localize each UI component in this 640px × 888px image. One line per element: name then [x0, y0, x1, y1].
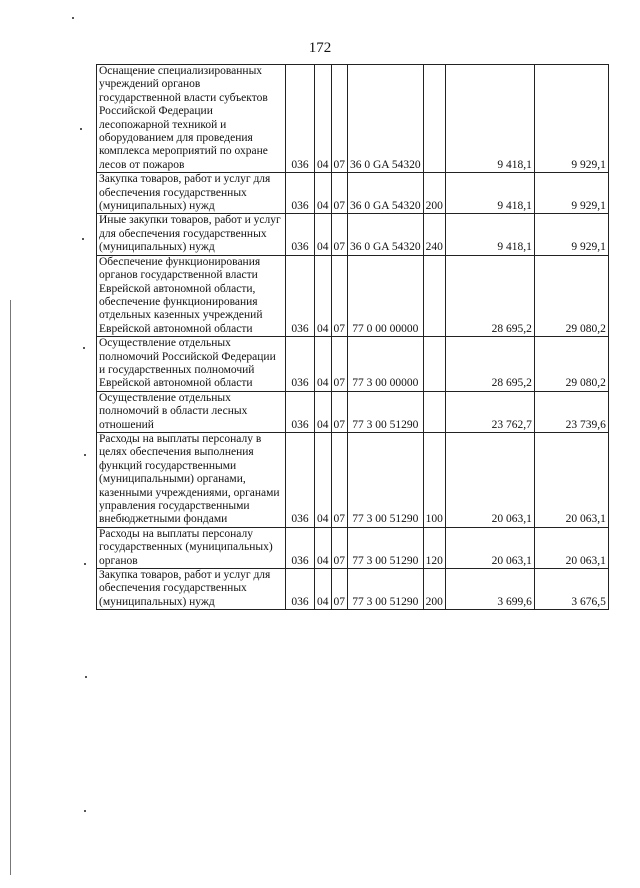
admin-code: 036: [286, 337, 315, 392]
row-description: Оснащение специализированных учреждений органов государственной власти субъектов Российской Федерации лесопожарной техникой и оборудованием для проведения комплекса мероприятий по охране лесов от пожаров: [97, 65, 286, 173]
admin-code: 036: [286, 527, 315, 568]
target-article-code: 77 3 00 51290: [348, 569, 424, 610]
amount-year-2: 29 080,2: [534, 255, 608, 336]
target-article-code: 77 3 00 00000: [348, 337, 424, 392]
table-row: [97, 391, 609, 432]
target-article-code: 36 0 GA 54320: [348, 173, 424, 214]
table-row: [97, 65, 609, 173]
expense-type-code: 100: [423, 432, 445, 527]
table-row: [97, 173, 609, 214]
amount-year-2: 23 739,6: [534, 391, 608, 432]
expense-type-code: [423, 65, 445, 173]
expense-type-code: [423, 255, 445, 336]
scan-margin-line: [10, 300, 11, 875]
scan-speck: [84, 454, 86, 456]
subsection-code: 07: [331, 214, 348, 255]
table-row: [97, 527, 609, 568]
section-code: 04: [315, 255, 332, 336]
target-article-code: 77 3 00 51290: [348, 432, 424, 527]
section-code: 04: [315, 432, 332, 527]
amount-year-2: 3 676,5: [534, 569, 608, 610]
target-article-code: 36 0 GA 54320: [348, 65, 424, 173]
admin-code: 036: [286, 569, 315, 610]
amount-year-2: 29 080,2: [534, 337, 608, 392]
expense-type-code: 240: [423, 214, 445, 255]
section-code: 04: [315, 65, 332, 173]
amount-year-2: 9 929,1: [534, 65, 608, 173]
admin-code: 036: [286, 255, 315, 336]
row-description: Закупка товаров, работ и услуг для обеспечения государственных (муниципальных) нужд: [97, 173, 286, 214]
subsection-code: 07: [331, 527, 348, 568]
expense-type-code: 200: [423, 173, 445, 214]
page-number: 172: [308, 40, 332, 56]
section-code: 04: [315, 214, 332, 255]
table-body: [97, 65, 609, 610]
scan-speck: [84, 810, 86, 812]
admin-code: 036: [286, 173, 315, 214]
scan-speck: [85, 676, 87, 678]
scan-speck: [84, 563, 86, 565]
section-code: 04: [315, 337, 332, 392]
scan-speck: [72, 17, 74, 19]
subsection-code: 07: [331, 569, 348, 610]
target-article-code: 77 3 00 51290: [348, 391, 424, 432]
amount-year-1: 9 418,1: [445, 65, 534, 173]
table-row: [97, 569, 609, 610]
scan-speck: [83, 347, 85, 349]
target-article-code: 77 3 00 51290: [348, 527, 424, 568]
section-code: 04: [315, 173, 332, 214]
row-description: Расходы на выплаты персоналу в целях обеспечения выполнения функций государственными (муниципальными) органами, казенными учреждениями, органами управления государственными внебюджетными фондами: [97, 432, 286, 527]
target-article-code: 77 0 00 00000: [348, 255, 424, 336]
row-description: Осуществление отдельных полномочий Российской Федерации и государственных полномочий Еврейской автономной области: [97, 337, 286, 392]
row-description: Обеспечение функционирования органов государственной власти Еврейской автономной области, обеспечение функционирования отдельных казенных учреждений Еврейской автономной области: [97, 255, 286, 336]
scan-speck: [80, 128, 82, 130]
row-description: Закупка товаров, работ и услуг для обеспечения государственных (муниципальных) нужд: [97, 569, 286, 610]
expense-type-code: [423, 337, 445, 392]
subsection-code: 07: [331, 173, 348, 214]
amount-year-2: 20 063,1: [534, 432, 608, 527]
admin-code: 036: [286, 432, 315, 527]
admin-code: 036: [286, 65, 315, 173]
admin-code: 036: [286, 214, 315, 255]
amount-year-1: 28 695,2: [445, 337, 534, 392]
scan-speck: [82, 238, 84, 240]
table-row: [97, 214, 609, 255]
section-code: 04: [315, 527, 332, 568]
table-row: [97, 255, 609, 336]
amount-year-1: 28 695,2: [445, 255, 534, 336]
subsection-code: 07: [331, 391, 348, 432]
section-code: 04: [315, 391, 332, 432]
admin-code: 036: [286, 391, 315, 432]
budget-table: [96, 64, 609, 610]
table-row: [97, 432, 609, 527]
amount-year-1: 3 699,6: [445, 569, 534, 610]
amount-year-1: 20 063,1: [445, 432, 534, 527]
amount-year-1: 23 762,7: [445, 391, 534, 432]
row-description: Расходы на выплаты персоналу государственных (муниципальных) органов: [97, 527, 286, 568]
subsection-code: 07: [331, 65, 348, 173]
row-description: Осуществление отдельных полномочий в области лесных отношений: [97, 391, 286, 432]
subsection-code: 07: [331, 255, 348, 336]
subsection-code: 07: [331, 337, 348, 392]
amount-year-1: 9 418,1: [445, 214, 534, 255]
amount-year-2: 9 929,1: [534, 214, 608, 255]
amount-year-1: 9 418,1: [445, 173, 534, 214]
target-article-code: 36 0 GA 54320: [348, 214, 424, 255]
row-description: Иные закупки товаров, работ и услуг для обеспечения государственных (муниципальных) нужд: [97, 214, 286, 255]
table-row: [97, 337, 609, 392]
section-code: 04: [315, 569, 332, 610]
expense-type-code: 200: [423, 569, 445, 610]
amount-year-2: 20 063,1: [534, 527, 608, 568]
subsection-code: 07: [331, 432, 348, 527]
amount-year-2: 9 929,1: [534, 173, 608, 214]
amount-year-1: 20 063,1: [445, 527, 534, 568]
expense-type-code: [423, 391, 445, 432]
expense-type-code: 120: [423, 527, 445, 568]
